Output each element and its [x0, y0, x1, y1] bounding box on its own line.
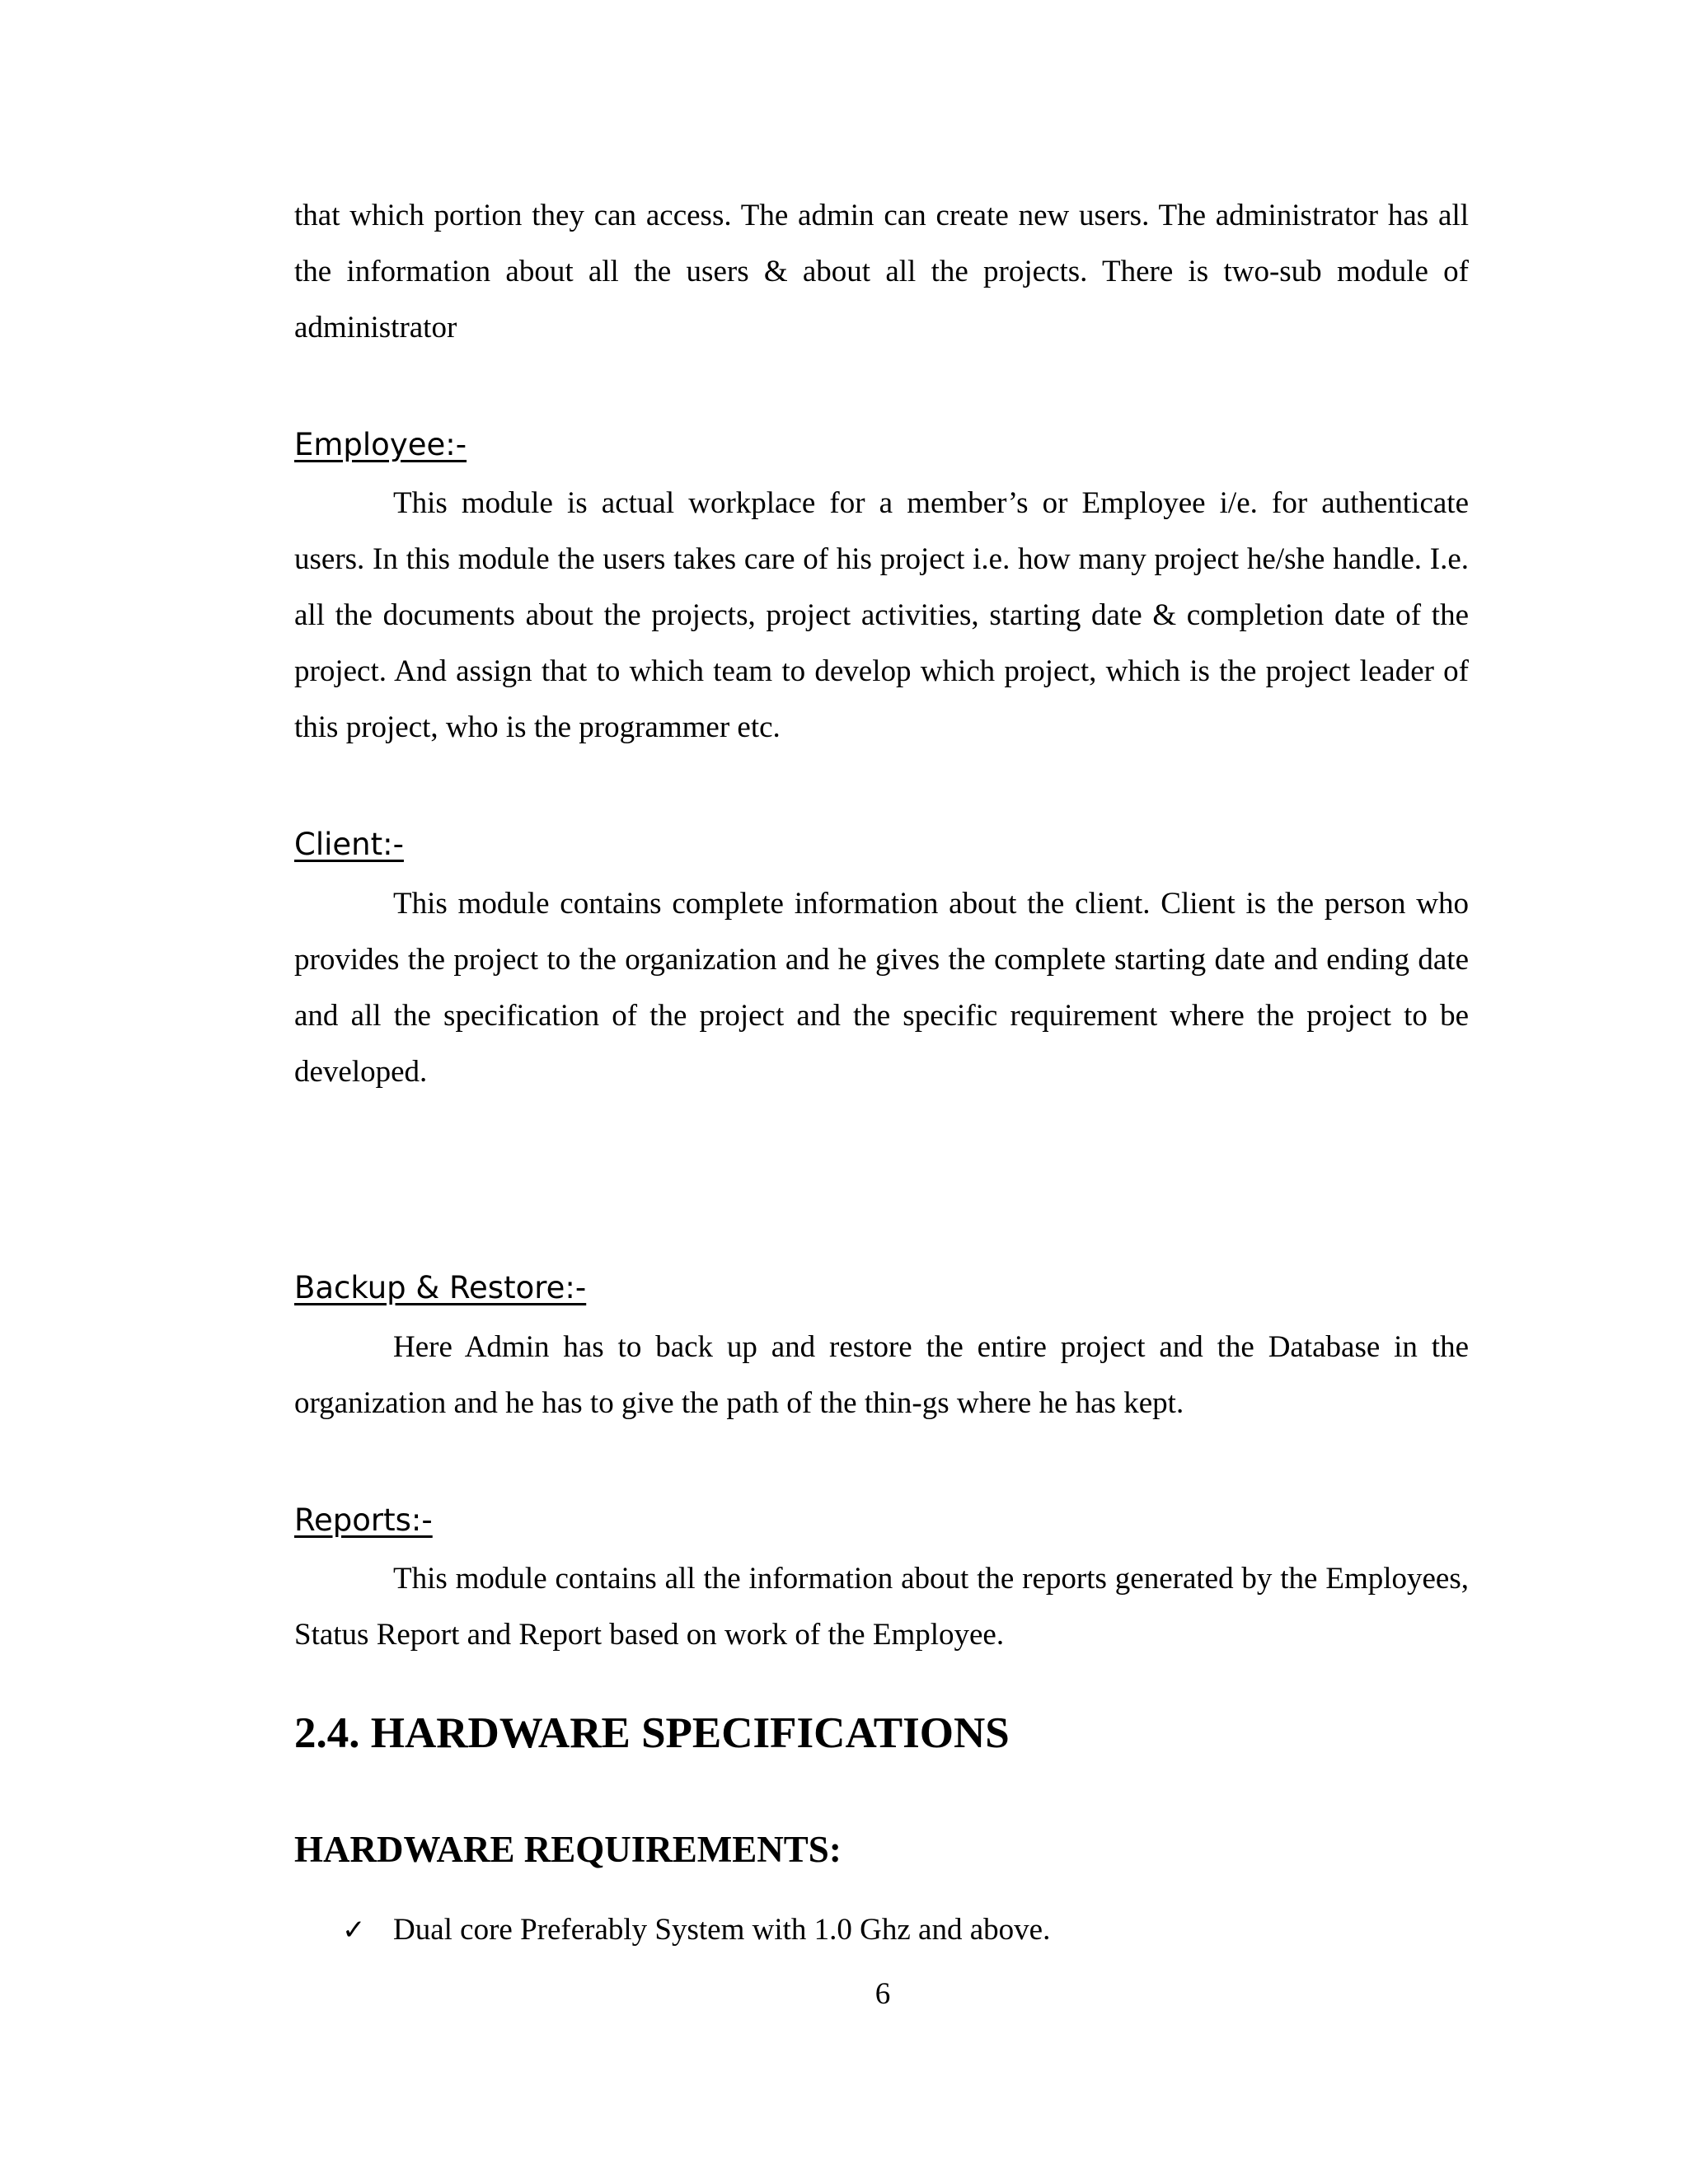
backup-restore-heading: Backup & Restore:-: [294, 1270, 587, 1305]
employee-paragraph: This module is actual workplace for a member’s or Employee i/e. for authenticate users. In this module the users takes care of his project i.e. how many project he/she handle. I.e. all the documents about the projects, project activities, starting date & completion date of the project. And assign that to which team to develop which project, which is the project leader of this project, who is the programmer etc.: [294, 486, 1469, 744]
reports-body-block: [294, 1551, 1469, 1663]
list-item: [342, 1905, 1496, 1955]
client-heading-block: [294, 824, 1469, 865]
hardware-requirements-subtitle: HARDWARE REQUIREMENTS:: [294, 1829, 842, 1870]
employee-heading: Employee:-: [294, 427, 467, 462]
client-paragraph: This module contains complete information about the client. Client is the person who provides the project to the organization and he gives the complete starting date and ending date and all the specification of the project and the specific requirement where the project to be developed.: [294, 887, 1469, 1089]
employee-heading-block: [294, 424, 1469, 466]
intro-paragraph: that which portion they can access. The admin can create new users. The administrator has all the information about all the users & about all the projects. There is two-sub module of administrator: [294, 199, 1469, 344]
backup-body-block: [294, 1319, 1469, 1432]
hardware-title-block: [294, 1704, 1469, 1762]
client-body-block: [294, 876, 1469, 1100]
client-heading: Client:-: [294, 827, 404, 862]
intro-block: [294, 188, 1469, 356]
backup-restore-paragraph: Here Admin has to back up and restore the entire project and the Database in the organization and he has to give the path of the thin-gs where he has kept.: [294, 1330, 1469, 1420]
backup-heading-block: [294, 1268, 1469, 1309]
reports-heading: Reports:-: [294, 1502, 433, 1538]
page-number: 6: [874, 1977, 891, 2011]
list-item-text: Dual core Preferably System with 1.0 Ghz and above.: [393, 1913, 1051, 1947]
hardware-subtitle-block: [294, 1825, 1469, 1874]
reports-paragraph: This module contains all the information about the reports generated by the Employees, Status Report and Report based on work of the Employee.: [294, 1562, 1469, 1652]
employee-body-block: [294, 476, 1469, 756]
checkmark-icon: ✓: [342, 1914, 366, 1947]
reports-heading-block: [294, 1500, 1469, 1541]
section-title-hardware-specifications: 2.4. HARDWARE SPECIFICATIONS: [294, 1709, 1010, 1757]
